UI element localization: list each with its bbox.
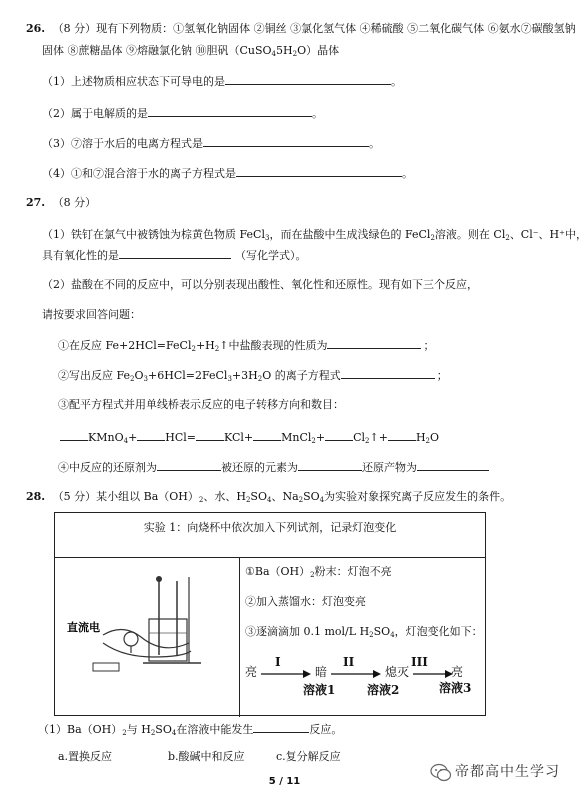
text: 反应。 [309, 723, 343, 736]
text: 、水、H [203, 490, 246, 503]
q26-stem: （8 分）现有下列物质：①氢氧化钠固体 ②铜丝 ③氯化氢气体 ④稀硫酸 ⑤二氧化碳气体 ⑥氨水⑦碳酸氢钠 [52, 22, 576, 35]
text: +6HCl=2FeCl [148, 369, 228, 382]
flow-step-I: I [275, 655, 281, 669]
sub: 4 [123, 437, 129, 445]
q26-sub2 [42, 106, 323, 121]
text: MnCl [281, 431, 312, 444]
answer-blank[interactable] [341, 368, 435, 379]
step1 [245, 565, 392, 579]
text: +H [195, 339, 215, 352]
sub: 2 [430, 234, 435, 242]
answer-blank[interactable] [148, 106, 312, 117]
text: （1）铁钉在氯气中被锈蚀为棕黄色物质 FeCl [42, 228, 265, 241]
text: 具有氧化性的是 [42, 249, 119, 262]
sub: 2 [130, 375, 135, 383]
wire [103, 629, 189, 647]
flow-dark: 暗 [315, 665, 328, 679]
text: KCl+ [224, 431, 254, 444]
period: 。 [369, 137, 380, 150]
sub: 4 [171, 729, 177, 737]
table-header: 实验 1：向烧杯中依次加入下列试剂，记录灯泡变化 [55, 513, 485, 558]
sub: 2 [311, 437, 316, 445]
sub: 4 [319, 496, 325, 504]
q26-line2-text2: 5H [276, 44, 293, 57]
period: 。 [391, 75, 402, 88]
coef-blank[interactable] [137, 430, 165, 441]
text: ； [423, 339, 435, 352]
answer-blank[interactable] [203, 136, 369, 147]
sub: 2 [505, 234, 510, 242]
sub: 2 [292, 50, 298, 58]
q26-sub4-text: （4）①和⑦混合溶于水的离子方程式是 [42, 167, 236, 180]
text: SO [250, 490, 267, 503]
text: H [415, 431, 426, 444]
sub: 2 [310, 571, 315, 579]
sub: 3 [143, 375, 149, 383]
wire [103, 643, 191, 657]
sub: 2 [257, 375, 263, 383]
text: 为实验对象探究离子反应发生的条件。 [324, 490, 512, 503]
q27-equation [60, 430, 439, 445]
q27-score: （8 分） [52, 196, 97, 209]
page-number: 5 / 11 [268, 776, 301, 787]
text: 粉末：灯泡不亮 [314, 565, 392, 578]
text: +3H [231, 369, 258, 382]
text: ③逐滴滴加 0.1 mol/L H [245, 625, 370, 638]
text: ①Ba（OH） [245, 565, 311, 578]
q27-p1-cont [42, 248, 307, 263]
period: 。 [312, 107, 323, 120]
coef-blank[interactable] [388, 430, 416, 441]
coef-blank[interactable] [196, 430, 224, 441]
arrow-icon [413, 669, 453, 679]
q26-line2 [42, 44, 339, 58]
coef-blank[interactable] [60, 430, 88, 441]
sub: 2 [365, 437, 370, 445]
sub: 3 [227, 375, 232, 383]
q28-sub1 [38, 722, 342, 737]
answer-blank[interactable] [327, 338, 421, 349]
experiment-table [54, 512, 486, 716]
bulb-icon [124, 632, 138, 646]
text: O 的离子方程式 [262, 369, 341, 382]
text: ，灯泡变化如下： [394, 625, 483, 638]
answer-blank[interactable] [417, 460, 489, 471]
answer-blank[interactable] [298, 460, 362, 471]
sub: 2 [298, 496, 304, 504]
q26-line1 [26, 22, 576, 36]
sub: 2 [245, 496, 251, 504]
text: ①在反应 Fe+2HCl=FeCl [58, 339, 192, 352]
q27-p2: （2）盐酸在不同的反应中，可以分别表现出酸性、氧化性和还原性。现有如下三个反应， [42, 278, 478, 291]
text: 与 H [126, 723, 151, 736]
answer-blank[interactable] [253, 722, 309, 733]
text: KMnO [88, 431, 124, 444]
dc-label: 直流电 [67, 622, 100, 634]
text: 在溶液中能发生 [176, 723, 254, 736]
text: SO [303, 490, 320, 503]
watermark: 帝都高中生学习 [455, 764, 560, 780]
arrow-icon [261, 669, 311, 679]
flow-step-II: II [343, 655, 355, 669]
sub: 2 [425, 437, 430, 445]
text: 、Na [271, 490, 299, 503]
text: 、Cl⁻、H⁺中， [509, 228, 587, 241]
sub: 2 [198, 496, 204, 504]
table-divider [239, 557, 240, 717]
q27-r1 [58, 338, 434, 353]
text: O [430, 431, 440, 444]
solution-1: 溶液1 [303, 683, 336, 697]
text: + [315, 431, 326, 444]
text: ②写出反应 Fe [58, 369, 131, 382]
q26-sub3 [42, 136, 380, 151]
sub: 3 [264, 234, 270, 242]
text: HCl= [165, 431, 197, 444]
q26-number: 26. [26, 22, 46, 35]
arrow-icon [331, 669, 381, 679]
sub: 2 [369, 631, 374, 639]
q27-p1 [42, 228, 587, 242]
sub: 2 [122, 729, 127, 737]
q26-sub1-text: （1）上述物质相应状态下可导电的是 [42, 75, 225, 88]
answer-blank[interactable] [157, 460, 221, 471]
q27-header [26, 196, 96, 210]
text: （写化学式）。 [235, 249, 307, 262]
text: 还原产物为 [362, 461, 417, 474]
answer-blank[interactable] [225, 74, 391, 85]
sub: 4 [390, 631, 395, 639]
solution-3: 溶液3 [439, 681, 472, 695]
sub: 2 [150, 729, 156, 737]
period: 。 [402, 167, 413, 180]
text: 溶液。则在 Cl [434, 228, 506, 241]
text: 被还原的元素为 [221, 461, 298, 474]
text: ④中反应的还原剂为 [58, 461, 157, 474]
text: SO [155, 723, 172, 736]
wechat-icon [430, 762, 452, 784]
answer-blank[interactable] [236, 166, 402, 177]
text: O [134, 369, 144, 382]
q27-r2 [58, 368, 448, 383]
solution-2: 溶液2 [367, 683, 400, 697]
sub: 4 [271, 50, 277, 58]
text: ↑+ [369, 431, 388, 444]
q28-header [26, 490, 511, 504]
text: + [128, 431, 138, 444]
q27-p3: 请按要求回答问题： [42, 308, 141, 321]
sub: 4 [266, 496, 272, 504]
apparatus-illustration [63, 573, 233, 713]
q28-number: 28. [26, 490, 46, 503]
flow-step-III: III [411, 655, 428, 669]
q27-r3: ③配平方程式并用单线桥表示反应的电子转移方向和数目： [58, 398, 344, 411]
coef-blank[interactable] [253, 430, 281, 441]
flow-bright-2: 亮 [451, 665, 464, 679]
q27-r4 [58, 460, 489, 475]
answer-blank[interactable] [119, 248, 231, 259]
q26-sub1 [42, 74, 402, 89]
flow-off: 熄灭 [385, 665, 410, 679]
q26-line2-text3: O）晶体 [297, 44, 340, 57]
text: SO [373, 625, 391, 638]
option-b: b.酸碱中和反应 [168, 750, 245, 763]
step2: ②加入蒸馏水：灯泡变亮 [245, 595, 366, 608]
q26-line2-text: 固体 ⑧蔗糖晶体 ⑨熔融氯化钠 ⑩胆矾（CuSO [42, 44, 272, 57]
text: ； [436, 369, 448, 382]
coef-blank[interactable] [325, 430, 353, 441]
q27-number: 27. [26, 196, 46, 209]
q26-sub2-text: （2）属于电解质的是 [42, 107, 148, 120]
step3 [245, 625, 483, 639]
q26-sub3-text: （3）⑦溶于水后的电离方程式是 [42, 137, 203, 150]
text: ↑中盐酸表现的性质为 [219, 339, 328, 352]
text: ，而在盐酸中生成浅绿色的 FeCl [269, 228, 431, 241]
option-c: c.复分解反应 [276, 750, 341, 763]
flow-bright: 亮 [245, 665, 258, 679]
sub: 2 [191, 345, 196, 353]
sub: 2 [214, 345, 220, 353]
text: （1）Ba（OH） [38, 723, 123, 736]
option-a: a.置换反应 [58, 750, 113, 763]
text: （5 分）某小组以 Ba（OH） [52, 490, 199, 503]
text: Cl [353, 431, 366, 444]
q26-sub4 [42, 166, 413, 181]
